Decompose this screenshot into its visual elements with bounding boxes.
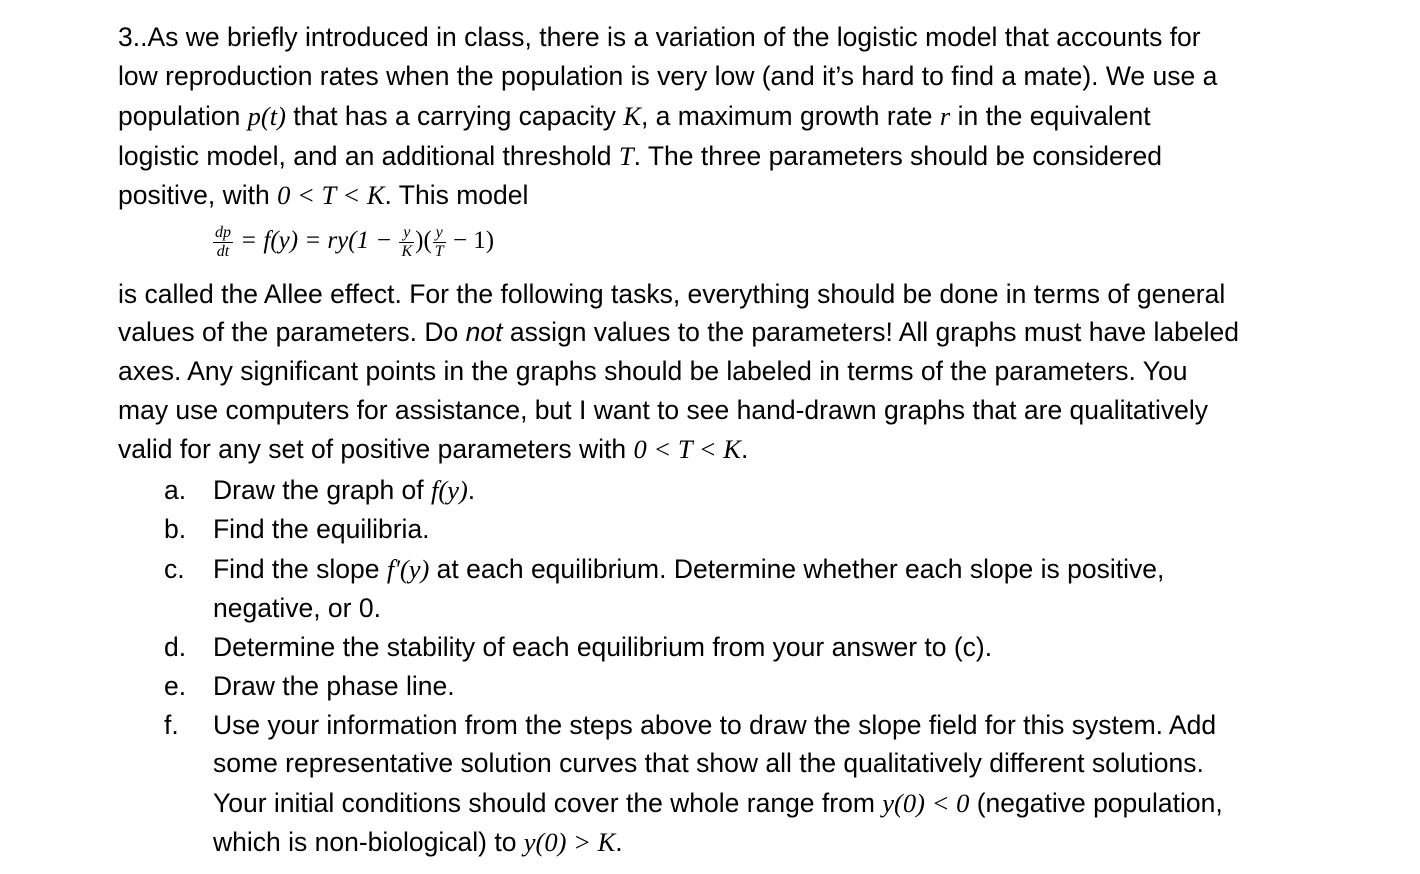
intro-line-3: population p(t) that has a carrying capacity K, a maximum growth rate r in the equivalent [118, 101, 1151, 131]
math-K: K [623, 101, 641, 131]
task-b-label: b. [164, 514, 187, 544]
math-p-of-t: p(t) [247, 101, 286, 131]
math-f-prime: f'(y) [386, 554, 430, 584]
intro-line-4: logistic model, and an additional threshold T. The three parameters should be considered [118, 141, 1162, 171]
body-line-9: may use computers for assistance, but I want to see hand-drawn graphs that are qualitatively [118, 395, 1209, 425]
task-e-label: e. [164, 671, 187, 701]
math-inequality-2: 0 < T < K [633, 434, 741, 464]
math-r: r [939, 101, 951, 131]
fraction-y-over-K: $\frac{y}{K}$ [401, 224, 413, 260]
body-line-10: valid for any set of positive parameters with 0 < T < K. [118, 434, 749, 464]
task-f-line1: Use your information from the steps above to draw the slope field for this system. Add [213, 710, 1217, 740]
math-f-of-y: f(y) [431, 475, 468, 505]
math-T: T [618, 141, 634, 171]
task-a-text: Draw the graph of f(y). [213, 475, 476, 505]
intro-line-1: 3..As we briefly introduced in class, there is a variation of the logistic model that accounts for [118, 22, 1201, 52]
task-e-text: Draw the phase line. [213, 671, 455, 701]
task-c-label: c. [164, 554, 185, 584]
math-inequality: 0 < T < K [277, 180, 385, 210]
task-b-text: Find the equilibria. [213, 514, 430, 544]
task-d-text: Determine the stability of each equilibrium from your answer to (c). [213, 632, 993, 662]
fraction-y-over-T: $\frac{y}{T}$ [434, 224, 444, 260]
task-c-text: Find the slope f'(y) at each equilibrium. Determine whether each slope is positive, [213, 554, 1165, 584]
body-line-7: values of the parameters. Do not assign values to the parameters! All graphs must have labeled [118, 317, 1239, 347]
task-f-line4: which is non-biological) to y(0) > K. [213, 827, 623, 857]
task-f-line3: Your initial conditions should cover the whole range from y(0) < 0 (negative population, [213, 788, 1223, 818]
allee-equation: $\frac{dp}{dt}$ = f(y) = ry(1 − $\frac{y}{K}$ )( $\frac{y}{T}$ − 1) [215, 224, 495, 260]
task-d-label: d. [164, 632, 187, 662]
emphasis-not: not [465, 317, 503, 347]
math-y0-above-K: y(0) > K [523, 827, 616, 857]
body-line-8: axes. Any significant points in the graphs should be labeled in terms of the parameters. You [118, 356, 1188, 386]
task-c-text-line2: negative, or 0. [213, 593, 381, 623]
task-f-label: f. [164, 710, 179, 740]
math-y0-negative: y(0) < 0 [882, 788, 970, 818]
body-line-6: is called the Allee effect. For the following tasks, everything should be done in terms of general [118, 279, 1226, 309]
intro-line-5: positive, with 0 < T < K. This model [118, 180, 529, 210]
task-a-label: a. [164, 475, 187, 505]
fraction-dp-dt: $\frac{dp}{dt}$ [215, 224, 231, 260]
intro-line-2: low reproduction rates when the population is very low (and it’s hard to find a mate). We use a [118, 61, 1218, 91]
task-f-line2: some representative solution curves that show all the qualitatively different solutions. [213, 748, 1204, 778]
